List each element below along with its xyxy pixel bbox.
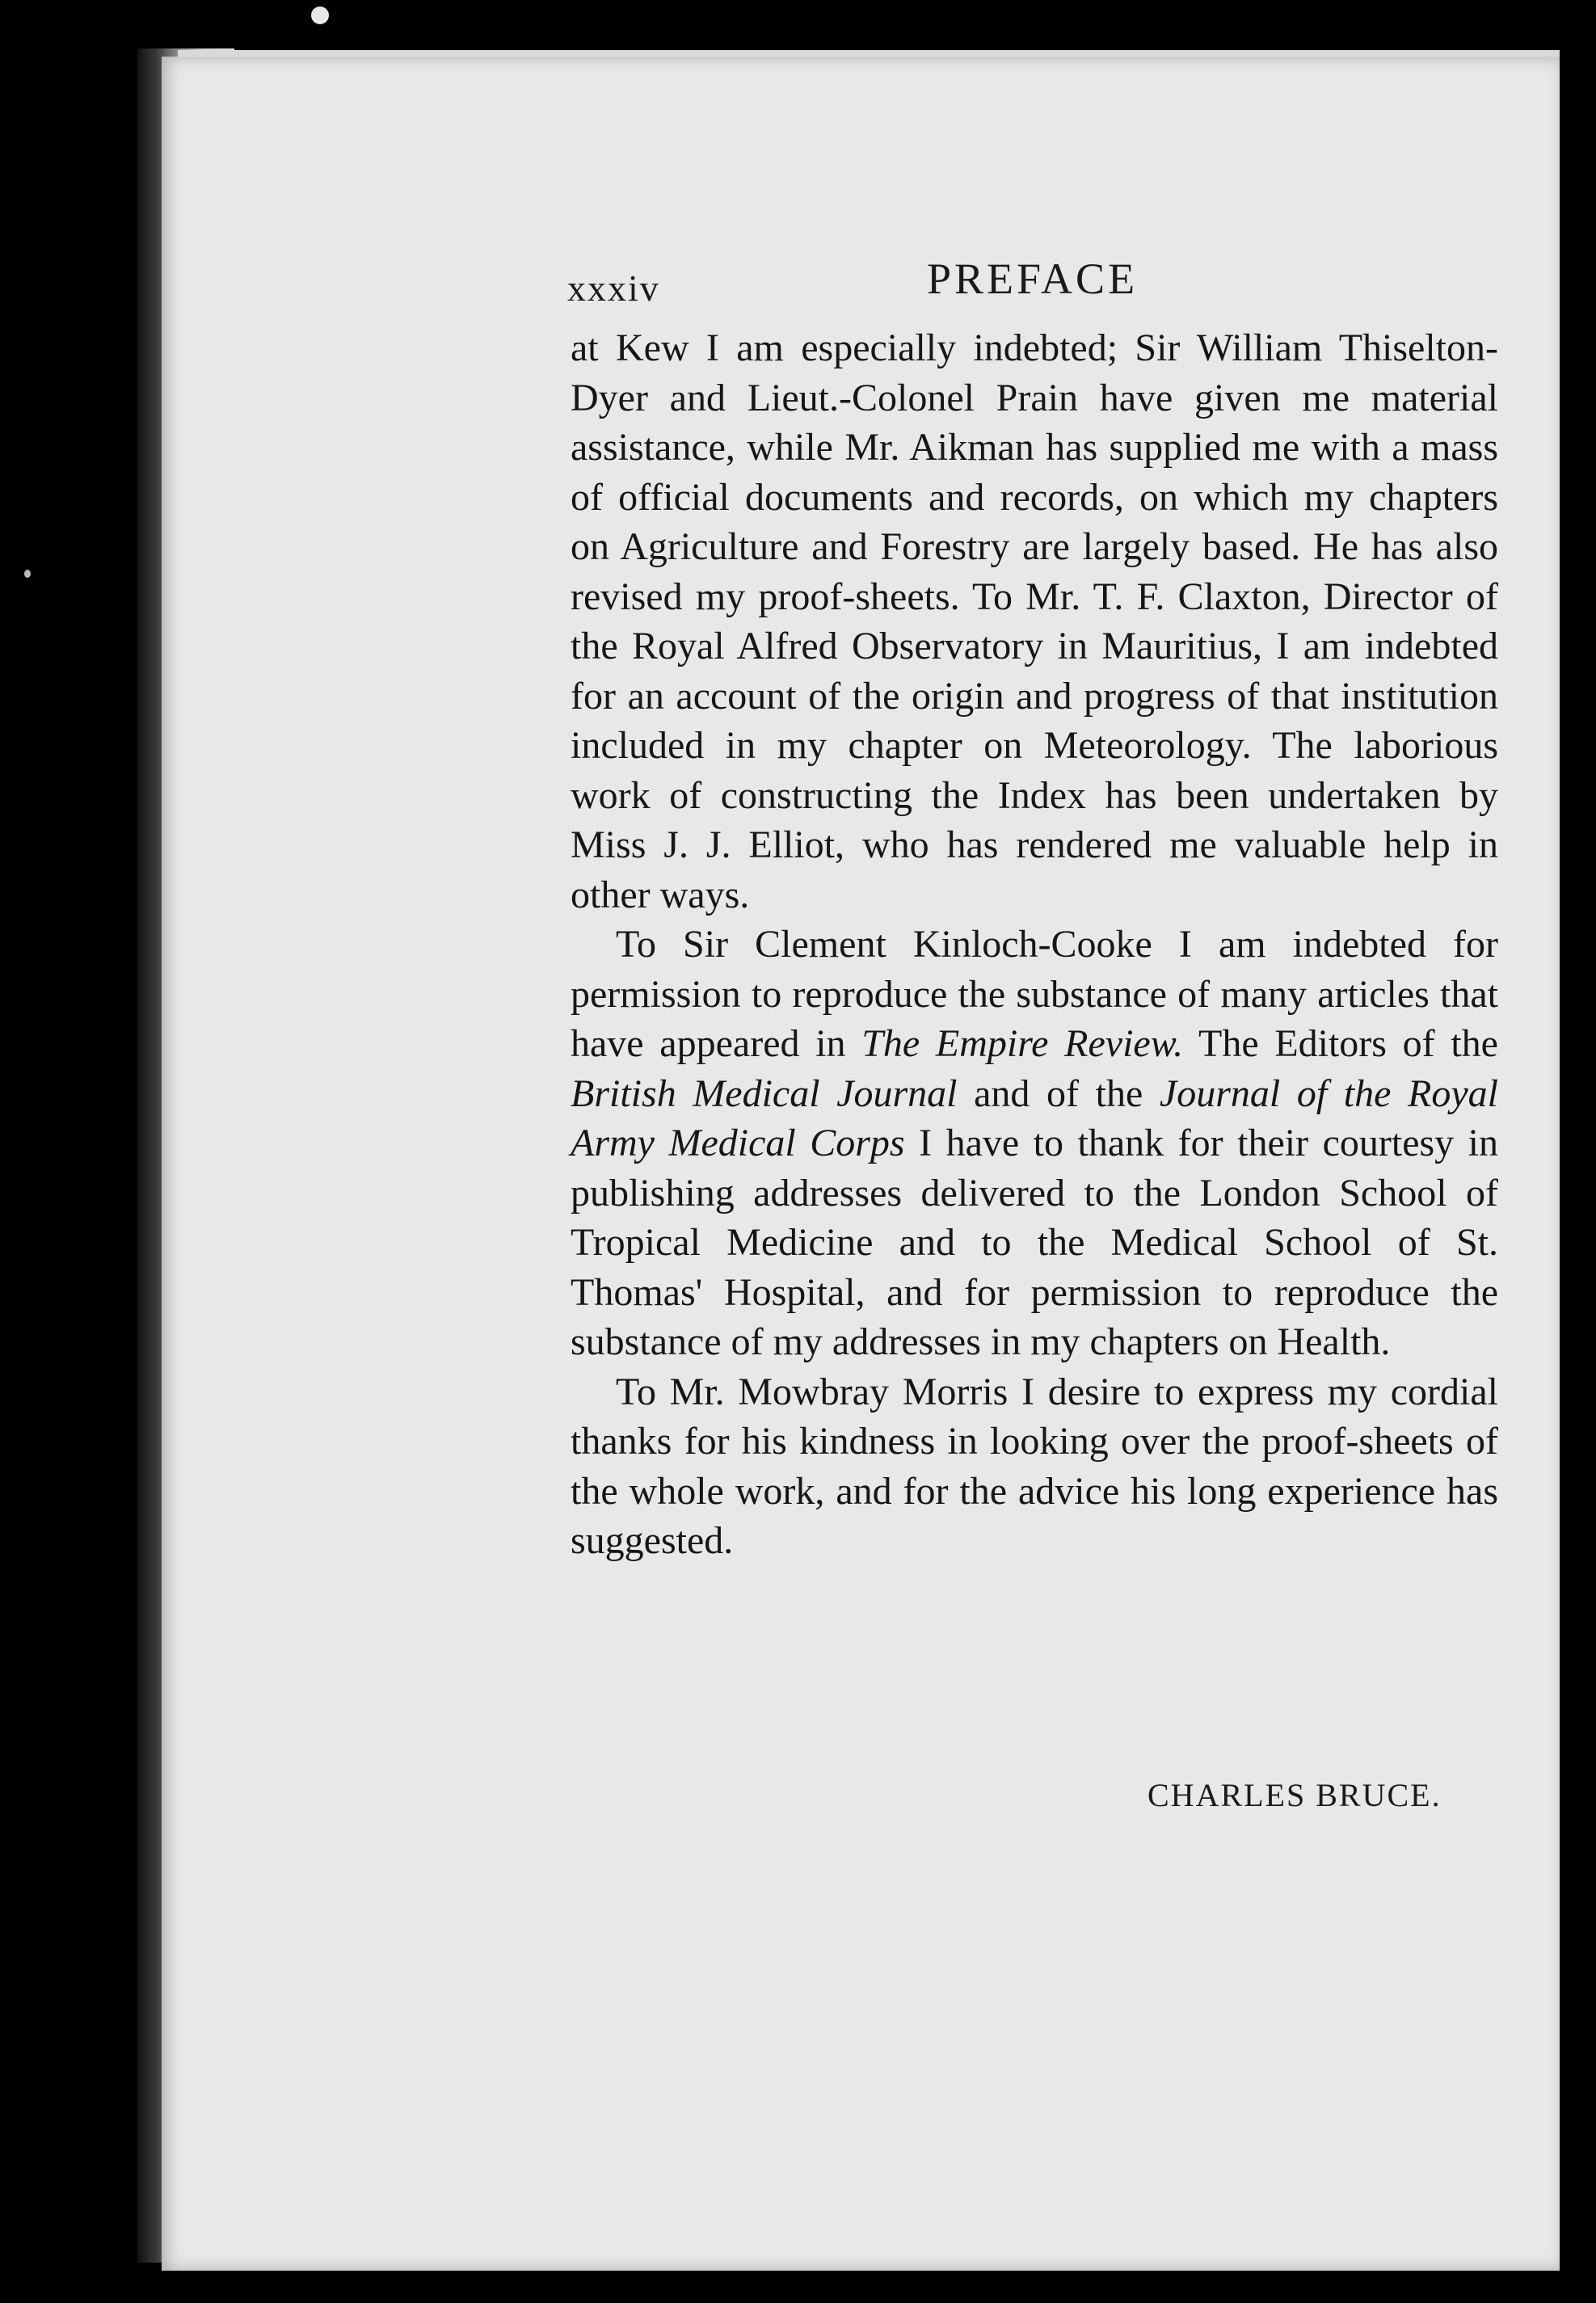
paragraph-p2 [571,920,1498,1367]
scan-speck [311,6,329,24]
scan-speck [24,570,31,578]
preface-body [571,323,1498,1566]
running-title: PREFACE [927,255,1139,303]
text-run: I have to thank for their courtesy in publishing addresses delivered to the London School of Tropical Medicine and to the Medical School of St. Thomas' Hospital, and for permission to reproduce the substance of my addresses in my chapters on Health. [571,1122,1499,1363]
italic-title: The Empire Review. [861,1022,1184,1065]
italic-title: Journal of the Royal Army Medical Corps [571,1072,1498,1164]
running-head [567,251,1456,315]
italic-title: British Medical Journal [571,1072,958,1115]
text-run: at Kew I am especially indebted; Sir William Thiselton-Dyer and Lieut.-Colonel Prain have given me material assistance, while Mr. Aikman has supplied me with a mass of official documents and records, on which my chapters on Agriculture and Forestry are largely based. He has also revised my proof-sheets. To Mr. T. F. Claxton, Director of the Royal Alfred Observatory in Mauritius, I am indebted for an account of the origin and progress of that institution included in my chapter on Meteorology. The laborious work of constructing the Index has been undertaken by Miss J. J. Elliot, who has rendered me valuable help in other ways. [571,326,1498,916]
text-run: To Mr. Mowbray Morris I desire to express my cordial thanks for his kindness in looking over the proof-sheets of the whole work, and for the advice his long experience has suggested. [571,1370,1498,1562]
author-signature: CHARLES BRUCE. [1148,1777,1442,1813]
text-run: To Sir Clement Kinloch-Cooke I am indebted for permission to reproduce the substance of many articles that have appeared in [571,923,1498,1065]
text-run: and of the [957,1072,1160,1115]
page-number: xxxiv [567,267,660,309]
paragraph-p3 [571,1367,1498,1566]
text-run: The Editors of the [1183,1022,1498,1065]
paragraph-p1 [571,323,1498,920]
